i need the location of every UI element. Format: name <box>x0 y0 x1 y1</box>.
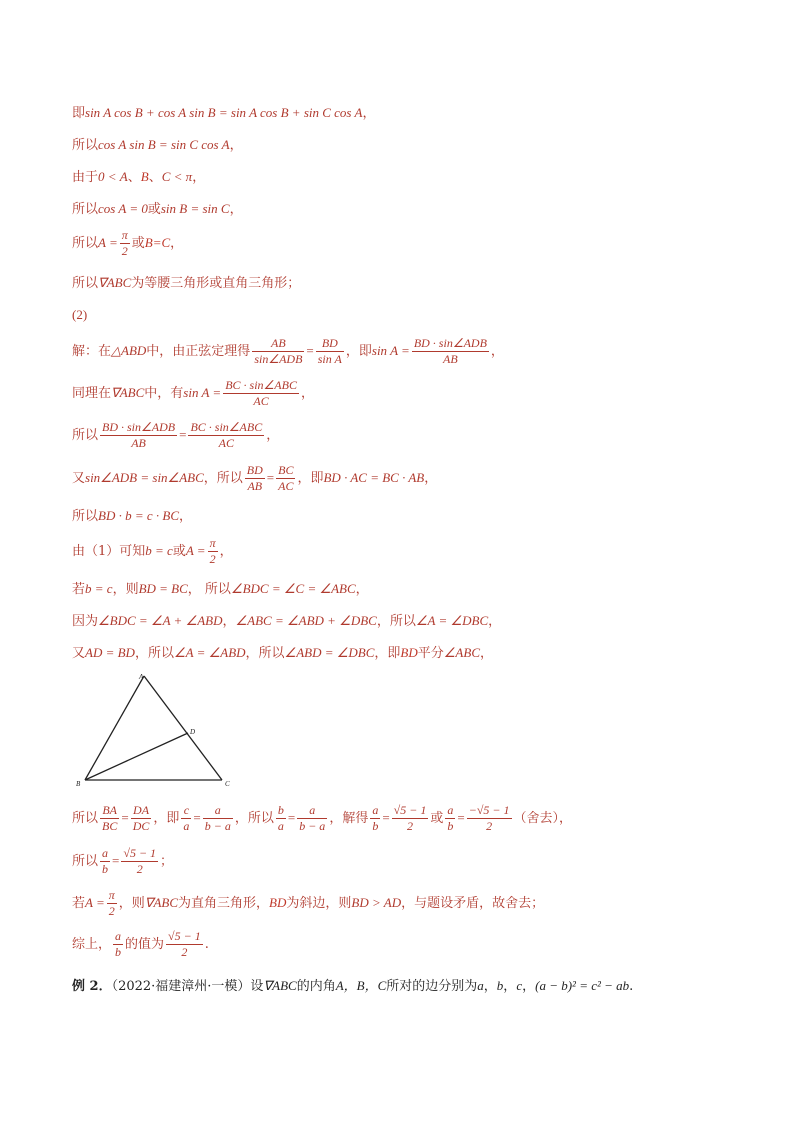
numerator: BC <box>278 463 294 477</box>
denominator: 2 <box>486 819 493 833</box>
text: ， <box>362 106 376 121</box>
fraction <box>252 336 304 367</box>
numerator: c <box>181 803 191 819</box>
fraction <box>121 846 158 877</box>
example-label: 例 2． <box>72 979 112 994</box>
text: ， <box>522 979 536 994</box>
denominator: b − a <box>299 819 326 833</box>
denominator: AC <box>253 394 269 408</box>
formula: △ABD <box>111 343 147 358</box>
numerator: a <box>297 803 327 819</box>
denominator: 2 <box>181 945 188 959</box>
formula: C < π <box>161 169 193 184</box>
text: 所以 <box>72 811 99 826</box>
denominator: b <box>372 819 379 833</box>
denominator: BC <box>102 819 118 833</box>
text: ， <box>355 582 369 597</box>
text: ， <box>192 170 206 185</box>
formula: ∇ABC <box>98 275 132 290</box>
text: （舍去）， <box>513 811 573 826</box>
line-15 <box>72 611 501 632</box>
formula: BD · AC = BC · AB <box>323 470 425 485</box>
formula: ∠ABD = ∠DBC <box>284 645 375 660</box>
text: ，所以 <box>234 811 274 826</box>
formula: ∇ABC <box>144 895 179 910</box>
numerator: √5 − 1 <box>393 803 427 817</box>
formula: B <box>140 169 149 184</box>
formula: ∠ABC <box>443 645 480 660</box>
label-b: B <box>76 780 81 788</box>
denominator: 2 <box>136 862 143 876</box>
numerator: BD · sin∠ADB <box>102 420 176 434</box>
fraction <box>100 846 110 877</box>
text: 所以 <box>72 509 99 524</box>
numerator: BC · sin∠ABC <box>190 420 263 434</box>
formula: BD > AD <box>351 895 402 910</box>
text: ，所以 <box>134 646 174 661</box>
fraction <box>166 929 203 960</box>
formula: BD <box>400 645 418 660</box>
line-20 <box>72 926 209 964</box>
formula: A = <box>98 235 118 250</box>
line-19 <box>72 886 544 921</box>
text: （2022·福建漳州·一模）设 <box>111 979 264 994</box>
numerator: a <box>372 803 379 817</box>
denominator: 2 <box>209 552 216 566</box>
fraction <box>120 228 130 259</box>
fraction <box>131 803 152 834</box>
formula: ∠BDC = ∠A + ∠ABD <box>98 613 223 628</box>
formula: ∇ABC <box>111 385 145 400</box>
part-label: (2) <box>72 307 88 322</box>
denominator: 2 <box>407 819 414 833</box>
text: ，则 <box>112 582 139 597</box>
formula: A = <box>185 543 206 558</box>
formula: B=C <box>144 235 171 250</box>
label-c: C <box>225 780 230 788</box>
equals: = <box>112 853 120 868</box>
formula: ∠BDC = ∠C = ∠ABC <box>230 581 356 596</box>
equals: = <box>266 470 275 485</box>
text: ， <box>219 544 233 559</box>
text: 因为 <box>72 614 99 629</box>
equals: = <box>179 427 187 442</box>
numerator: √5 − 1 <box>168 929 201 943</box>
fraction <box>113 929 123 960</box>
formula: BD = BC <box>138 581 188 596</box>
equals: = <box>457 810 465 825</box>
numerator: a <box>447 803 454 817</box>
fraction <box>188 420 264 451</box>
denominator: a <box>277 819 284 833</box>
text: ， <box>483 979 497 994</box>
text: 即 <box>72 106 86 121</box>
line-9 <box>72 375 314 412</box>
text: 由于 <box>72 170 99 185</box>
side-ac <box>144 676 222 780</box>
denominator: a <box>183 819 190 833</box>
text: . <box>629 979 634 994</box>
text: 的内角 <box>296 979 336 994</box>
text: 所以 <box>72 428 99 443</box>
line-2 <box>72 135 243 156</box>
numerator: a <box>115 929 122 943</box>
fraction <box>276 803 286 834</box>
denominator: sin A <box>317 352 342 366</box>
text: ， <box>170 236 184 251</box>
numerator: π <box>121 228 128 242</box>
formula: b = c <box>85 581 113 596</box>
text: ，与题设矛盾，故舍去； <box>401 896 545 911</box>
equals: = <box>121 810 129 825</box>
formula: 0 < A <box>98 169 128 184</box>
line-11 <box>72 460 437 497</box>
numerator: DA <box>131 803 152 819</box>
text: 若 <box>72 896 86 911</box>
numerator: BA <box>100 803 119 819</box>
text: 又 <box>72 471 86 486</box>
fraction <box>467 803 512 834</box>
denominator: sin∠ADB <box>254 352 303 366</box>
formula: cos A sin B = sin C cos A <box>98 137 230 152</box>
numerator: √5 − 1 <box>123 846 157 860</box>
text: ， <box>424 471 438 486</box>
fraction <box>100 420 177 451</box>
text: 或 <box>172 544 186 559</box>
formula: cos A = 0 <box>98 201 148 216</box>
denominator: b − a <box>204 819 231 833</box>
formula: c <box>516 978 523 993</box>
line-4 <box>72 199 243 220</box>
formula: ∇ABC <box>263 978 297 993</box>
numerator: b <box>277 803 284 817</box>
line-13 <box>72 534 233 569</box>
text: ，所以 <box>376 614 416 629</box>
denominator: b <box>102 862 109 876</box>
denominator: AC <box>278 479 294 493</box>
denominator: AC <box>218 436 234 450</box>
line-14 <box>72 579 369 600</box>
line-8 <box>72 333 504 370</box>
equals: = <box>382 810 390 825</box>
numerator: BD <box>246 463 263 477</box>
text: 所对的边分别为 <box>386 979 478 994</box>
formula: (a − b)² = c² − ab <box>535 978 630 993</box>
line-17 <box>72 798 572 839</box>
numerator: −√5 − 1 <box>468 803 510 817</box>
formula: BD <box>269 895 287 910</box>
text: ， <box>266 428 280 443</box>
text: ，所以 <box>203 471 243 486</box>
formula: BD · b = c · BC <box>98 508 179 523</box>
denominator: DC <box>132 819 150 833</box>
fraction <box>276 463 295 494</box>
fraction <box>392 803 429 834</box>
text: 综上， <box>72 937 112 952</box>
text: 为斜边，则 <box>286 896 352 911</box>
text: 由（1）可知 <box>72 544 146 559</box>
text: ，则 <box>118 896 145 911</box>
text: 解：在 <box>72 344 112 359</box>
line-1 <box>72 103 375 124</box>
numerator: a <box>203 803 233 819</box>
denominator: 2 <box>121 244 128 258</box>
denominator: AB <box>443 352 458 366</box>
formula: ∠ABC = ∠ABD + ∠DBC <box>235 613 377 628</box>
text: 又 <box>72 646 86 661</box>
text: 若 <box>72 582 86 597</box>
text: ，即 <box>153 811 180 826</box>
label-d: D <box>190 728 196 736</box>
fraction <box>181 803 191 834</box>
text: 所以 <box>72 276 99 291</box>
text: 所以 <box>72 202 99 217</box>
text: ，解得 <box>329 811 369 826</box>
line-3 <box>72 167 205 188</box>
side-ab <box>85 676 144 780</box>
text: ， <box>503 979 517 994</box>
denominator: AB <box>247 479 263 493</box>
fraction <box>316 336 344 367</box>
formula: ∠A = ∠ABD <box>173 645 246 660</box>
equals: = <box>287 810 296 825</box>
equals: = <box>193 810 201 825</box>
formula: sin A cos B + cos A sin B = sin A cos B + sin C cos A <box>85 105 363 120</box>
numerator: BD <box>316 336 344 352</box>
numerator: AB <box>252 336 304 352</box>
formula: sin A = <box>371 343 410 358</box>
line-5 <box>72 226 183 261</box>
text: 所以 <box>72 138 99 153</box>
denominator: b <box>115 945 122 959</box>
line-18 <box>72 842 173 881</box>
text: . <box>204 937 209 952</box>
line-16 <box>72 643 493 664</box>
fraction <box>208 536 218 567</box>
denominator: b <box>447 819 454 833</box>
text: ，即 <box>345 344 372 359</box>
formula: sin A = <box>183 385 222 400</box>
fraction <box>412 336 489 367</box>
text: 为等腰三角形或直角三角形； <box>131 276 301 291</box>
equals: = <box>306 343 314 358</box>
text: ， <box>229 138 243 153</box>
numerator: BD · sin∠ADB <box>413 336 487 350</box>
formula: b = c <box>145 543 173 558</box>
example-2-statement <box>72 976 633 997</box>
text: ， 所以 <box>187 582 231 597</box>
numerator: π <box>209 536 216 550</box>
fraction <box>370 803 380 834</box>
text: 为直角三角形， <box>178 896 270 911</box>
formula: AD = BD <box>85 645 135 660</box>
numerator: a <box>102 846 109 860</box>
text: ， <box>480 646 494 661</box>
text: 的值为 <box>125 937 165 952</box>
denominator: 2 <box>108 904 115 918</box>
text: 、 <box>148 170 162 185</box>
text: ，所以 <box>245 646 285 661</box>
fraction <box>223 378 299 409</box>
formula: A，B，C <box>335 978 387 993</box>
text: ， <box>300 386 314 401</box>
text: 中，由正弦定理得 <box>146 344 251 359</box>
fraction <box>297 803 327 834</box>
segment-bd <box>85 733 188 780</box>
text: ， <box>229 202 243 217</box>
fraction <box>445 803 455 834</box>
fraction <box>203 803 233 834</box>
formula: b <box>496 978 504 993</box>
line-10 <box>72 417 279 454</box>
text: 或 <box>147 202 161 217</box>
formula: A = <box>85 895 105 910</box>
line-6 <box>72 273 300 294</box>
denominator: AB <box>131 436 146 450</box>
text: 中，有 <box>144 386 184 401</box>
text: ， <box>490 344 504 359</box>
text: ， <box>488 614 502 629</box>
text: 所以 <box>72 236 99 251</box>
text: ； <box>160 854 174 869</box>
line-12 <box>72 506 192 527</box>
text: 或 <box>430 811 444 826</box>
text: 同理在 <box>72 386 112 401</box>
text: 所以 <box>72 854 99 869</box>
text: 、 <box>127 170 141 185</box>
fraction <box>245 463 265 494</box>
text: 或 <box>131 236 145 251</box>
text: 平分 <box>417 646 444 661</box>
numerator: π <box>108 888 115 902</box>
line-7 <box>72 305 87 326</box>
numerator: BC · sin∠ABC <box>225 378 297 392</box>
formula: ∠A = ∠DBC <box>415 613 489 628</box>
text: ， <box>222 614 236 629</box>
formula: sin B = sin C <box>160 201 230 216</box>
text: ， <box>179 509 193 524</box>
text: ，即 <box>374 646 401 661</box>
fraction <box>107 888 117 919</box>
formula: sin∠ADB = sin∠ABC <box>85 470 204 485</box>
fraction <box>100 803 119 834</box>
text: ，即 <box>297 471 324 486</box>
triangle-figure <box>72 670 242 790</box>
formula: a <box>477 978 484 993</box>
label-a: A <box>139 673 144 681</box>
